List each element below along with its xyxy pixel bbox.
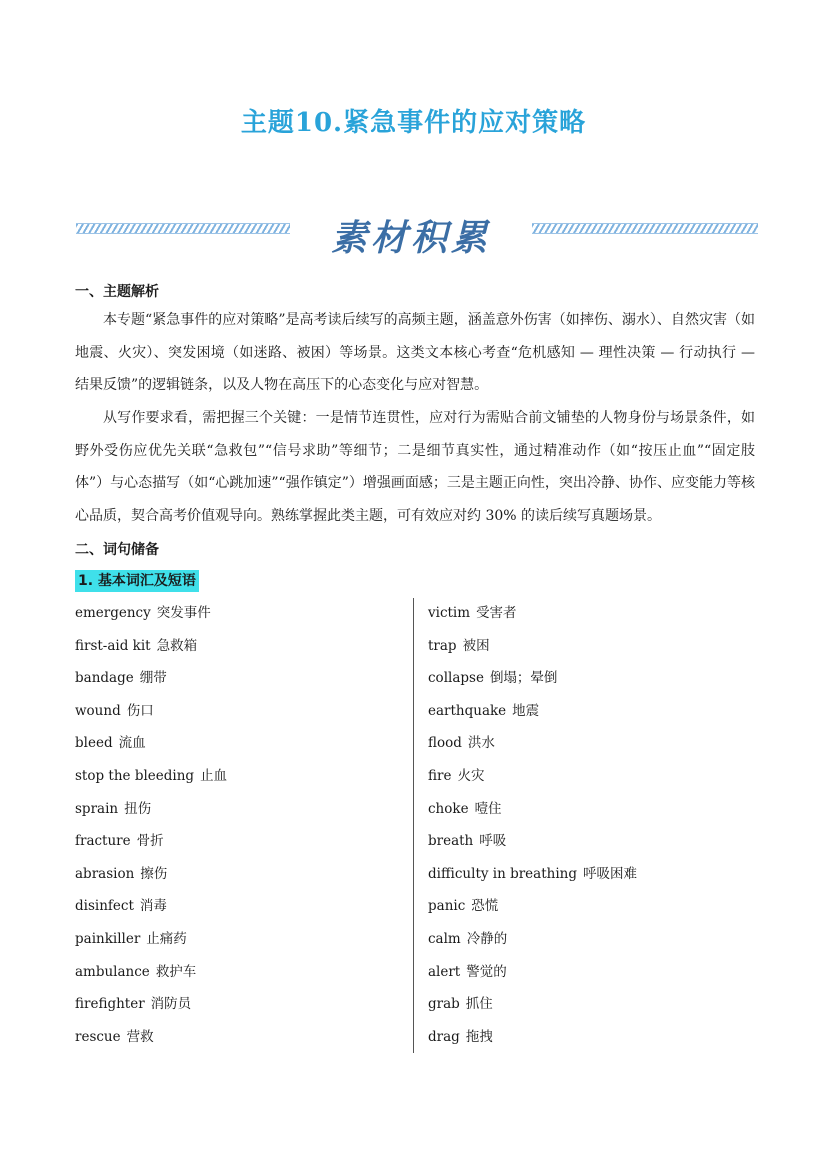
vocab-chinese: 抓住 — [465, 996, 493, 1013]
vocab-item — [75, 794, 227, 827]
vocab-english: fire — [428, 767, 452, 784]
vocab-english: stop the bleeding — [75, 767, 195, 784]
vocab-english: grab — [428, 996, 460, 1013]
vocab-chinese: 拖拽 — [465, 1028, 493, 1045]
vocab-english: fracture — [75, 833, 131, 850]
vocab-item — [75, 696, 227, 729]
vocab-chinese: 骨折 — [136, 833, 164, 850]
vocab-item — [75, 1022, 227, 1055]
vocab-chinese: 扭伤 — [124, 800, 152, 817]
vocab-item — [428, 761, 637, 794]
vocab-chinese: 地震 — [512, 702, 540, 719]
subheading-vocabulary: 1. 基本词汇及短语 — [75, 570, 199, 592]
vocab-english: difficulty in breathing — [428, 865, 577, 882]
vocab-item — [428, 631, 637, 664]
vocab-chinese: 恐慌 — [471, 898, 499, 915]
vocab-item — [75, 826, 227, 859]
vocab-english: victim — [428, 605, 471, 621]
vocab-english: first-aid kit — [75, 637, 151, 654]
vocab-item — [75, 631, 227, 664]
vocab-item — [428, 826, 637, 859]
vocab-item — [428, 989, 637, 1022]
vocab-chinese: 被困 — [462, 637, 490, 654]
vocab-item — [428, 696, 637, 729]
vocab-chinese: 流血 — [118, 735, 146, 752]
vocab-chinese: 洪水 — [467, 735, 495, 752]
vocab-english: firefighter — [75, 996, 145, 1013]
vocab-chinese: 警觉的 — [466, 963, 507, 980]
vocab-chinese: 噎住 — [474, 800, 502, 817]
vocab-chinese: 急救箱 — [156, 637, 198, 654]
paragraph-2: 从写作要求看，需把握三个关键：一是情节连贯性，应对行为需贴合前文铺垫的人物身份与场景条件，如野外受伤应优先关联“急救包”“信号求助”等细节；二是细节真实性，通过精准动作（如“按压止血”“固定肢体”）与心态描写（如“心跳加速”“强作镇定”）增强画面感；三是主题正向性，突出冷静、协作、应变能力等核心品质，契合高考价值观导向。熟练掌握此类主题，可有效应对约 30% 的读后续写真题场景。 — [75, 410, 755, 524]
section-heading-2: 二、词句储备 — [75, 542, 159, 558]
vocab-english: flood — [428, 735, 462, 752]
vocab-english: bleed — [75, 735, 113, 752]
vocab-item — [428, 598, 637, 631]
banner-decoration-right — [532, 223, 758, 234]
vocab-item — [75, 761, 227, 794]
vocab-chinese: 呼吸困难 — [583, 865, 637, 882]
vocab-english: calm — [428, 930, 461, 947]
vocab-item — [428, 891, 637, 924]
vocab-item — [428, 1022, 637, 1055]
vocab-item — [428, 663, 637, 696]
section-heading-1: 一、主题解析 — [75, 284, 159, 300]
vocab-item — [75, 728, 227, 761]
vocab-english: rescue — [75, 1028, 121, 1045]
vocab-chinese: 冷静的 — [466, 930, 508, 947]
vocab-english: breath — [428, 833, 474, 850]
vocab-chinese: 营救 — [126, 1028, 154, 1045]
vocab-list-right — [428, 598, 637, 1054]
vocab-english: earthquake — [428, 702, 507, 719]
vocab-english: choke — [428, 800, 469, 817]
vocab-chinese: 绷带 — [139, 670, 167, 687]
vocab-english: sprain — [75, 800, 119, 817]
banner-decoration-left — [76, 223, 290, 234]
paragraph-1: 本专题“紧急事件的应对策略”是高考读后续写的高频主题，涵盖意外伤害（如摔伤、溺水）、自然灾害（如地震、火灾）、突发困境（如迷路、被困）等场景。这类文本核心考查“危机感知 — 理性决策 — 行动执行 — 结果反馈”的逻辑链条，以及人物在高压下的心态变化与应对智慧。 — [75, 312, 755, 393]
vocab-chinese: 消毒 — [139, 898, 167, 915]
vocab-item — [428, 794, 637, 827]
vocab-chinese: 倒塌；晕倒 — [489, 670, 558, 687]
vocab-chinese: 火灾 — [457, 767, 485, 784]
vocab-item — [75, 957, 227, 990]
vocab-item — [75, 924, 227, 957]
vocab-item — [75, 663, 227, 696]
vocab-item — [428, 728, 637, 761]
vocab-english: painkiller — [75, 930, 141, 947]
vocab-english: emergency — [75, 605, 151, 621]
vocab-english: collapse — [428, 670, 484, 687]
vocab-chinese: 止血 — [200, 767, 228, 784]
vocab-english: alert — [428, 963, 461, 980]
column-divider — [413, 598, 414, 1053]
vocab-item — [75, 891, 227, 924]
vocab-chinese: 止痛药 — [146, 930, 187, 947]
vocab-chinese: 救护车 — [155, 963, 197, 980]
page-title: 主题10.紧急事件的应对策略 — [240, 108, 587, 138]
vocab-item — [428, 859, 637, 892]
vocab-chinese: 受害者 — [476, 605, 517, 621]
vocab-english: bandage — [75, 670, 134, 687]
vocab-item — [75, 859, 227, 892]
vocab-chinese: 呼吸 — [479, 833, 507, 850]
vocab-chinese: 消防员 — [150, 996, 192, 1013]
vocab-item — [75, 989, 227, 1022]
section-banner: 素材积累 — [330, 217, 491, 259]
vocab-list-left — [75, 598, 227, 1054]
vocab-chinese: 擦伤 — [140, 865, 168, 882]
vocab-item — [428, 957, 637, 990]
vocab-item — [428, 924, 637, 957]
vocab-chinese: 突发事件 — [156, 605, 211, 621]
vocab-english: ambulance — [75, 963, 150, 980]
vocab-english: trap — [428, 637, 457, 654]
vocab-english: disinfect — [75, 898, 134, 915]
vocab-english: wound — [75, 702, 121, 719]
vocab-chinese: 伤口 — [126, 702, 154, 719]
vocab-english: panic — [428, 898, 466, 915]
vocab-item — [75, 598, 227, 631]
vocab-english: drag — [428, 1028, 460, 1045]
vocab-english: abrasion — [75, 865, 135, 882]
